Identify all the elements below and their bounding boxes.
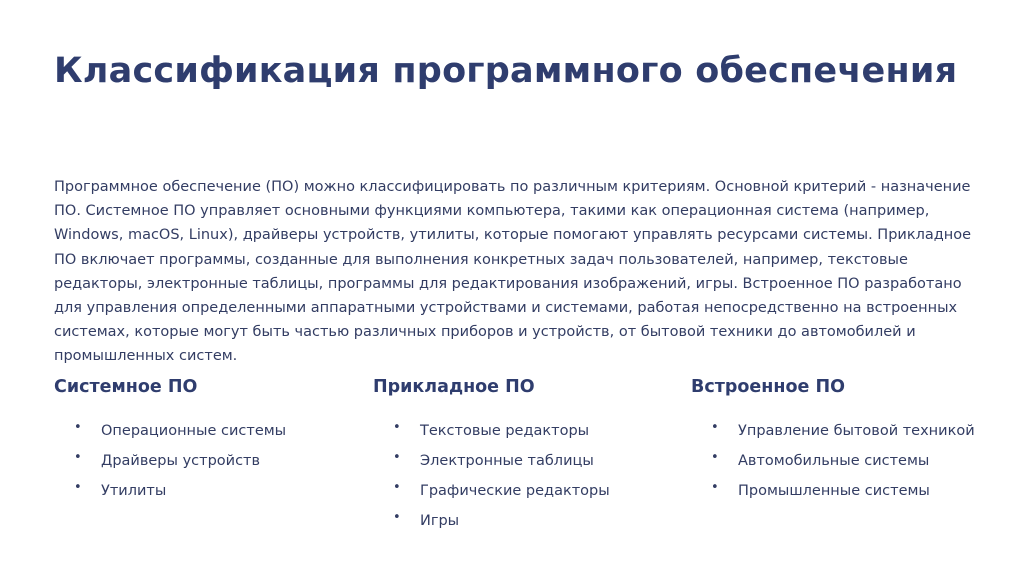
column-heading: Прикладное ПО	[373, 377, 535, 397]
bullet-icon: •	[393, 480, 401, 495]
list-item	[373, 476, 693, 506]
list-item-label: Электронные таблицы	[420, 453, 594, 469]
list-item-label: Драйверы устройств	[101, 453, 261, 469]
bullet-icon: •	[393, 510, 401, 525]
list-item-label: Управление бытовой техникой	[738, 423, 975, 439]
bullet-icon: •	[74, 420, 82, 435]
bullet-icon: •	[74, 480, 82, 495]
intro-paragraph: Программное обеспечение (ПО) можно классифицировать по различным критериям. Основной критерий - назначение ПО. Системное ПО управляет основными функциями компьютера, такими как операционная система (например, Windows, macOS, Linux), драйверы устройств, утилиты, которые помогают управлять ресурсами системы. Прикладное ПО включает программы, созданные для выполнения конкретных задач пользователей, например, текстовые редакторы, электронные таблицы, программы для редактирования изображений, игры. Встроенное ПО разработано для управления определенными аппаратными устройствами и системами, работая непосредственно на встроенных системах, которые могут быть частью различных приборов и устройств, от бытовой техники до автомобилей и промышленных систем.	[54, 179, 972, 365]
list-item-label: Промышленные системы	[738, 483, 930, 499]
list-item	[373, 506, 693, 536]
bullet-icon: •	[711, 420, 719, 435]
list-item-label: Графические редакторы	[420, 483, 610, 499]
list-item-label: Операционные системы	[101, 423, 287, 439]
list-item	[373, 416, 693, 446]
list-item-label: Текстовые редакторы	[420, 423, 590, 439]
list-item	[54, 416, 374, 446]
list-item	[54, 446, 374, 476]
bullet-icon: •	[393, 420, 401, 435]
column-application-software	[373, 374, 693, 536]
bullet-icon: •	[393, 450, 401, 465]
list-item	[373, 446, 693, 476]
list-item-label: Игры	[420, 513, 460, 529]
list-item	[691, 446, 1021, 476]
bullet-list	[54, 416, 374, 506]
bullet-icon: •	[711, 480, 719, 495]
list-item	[691, 416, 1021, 446]
bullet-icon: •	[711, 450, 719, 465]
column-system-software	[54, 374, 374, 506]
column-heading: Встроенное ПО	[691, 377, 845, 397]
column-embedded-software	[691, 374, 1021, 506]
column-heading: Системное ПО	[54, 377, 198, 397]
list-item-label: Автомобильные системы	[738, 453, 930, 469]
list-item-label: Утилиты	[101, 483, 167, 499]
bullet-list	[373, 416, 693, 536]
bullet-list	[691, 416, 1021, 506]
list-item	[54, 476, 374, 506]
list-item	[691, 476, 1021, 506]
slide-title: Классификация программного обеспечения	[54, 51, 958, 91]
bullet-icon: •	[74, 450, 82, 465]
